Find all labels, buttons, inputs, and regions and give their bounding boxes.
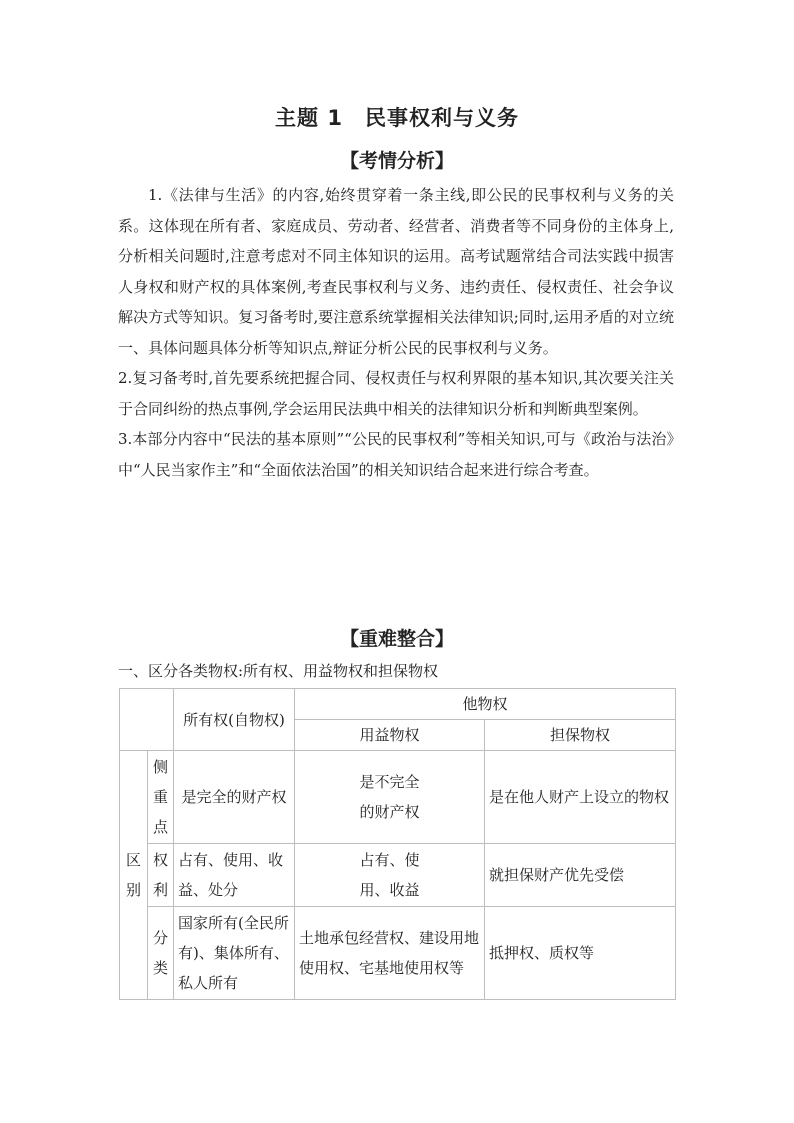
cell-ownership: 是完全的财产权 [174, 751, 295, 844]
subheading-property-rights: 一、区分各类物权:所有权、用益物权和担保物权 [118, 662, 439, 680]
header-usufruct: 用益物权 [295, 720, 485, 751]
cell-usufruct: 土地承包经营权、建设用地使用权、宅基地使用权等 [295, 907, 485, 1000]
table-row [120, 844, 676, 907]
cell-ownership: 国家所有(全民所有)、集体所有、私人所有 [174, 907, 295, 1000]
table-row [120, 907, 676, 1000]
exam-analysis-body [118, 180, 674, 485]
cell-usufruct: 是不完全的财产权 [295, 751, 485, 844]
paragraph-3: 3.本部分内容中“民法的基本原则”“公民的民事权利”等相关知识,可与《政治与法治》中“人民当家作主”和“全面依法治国”的相关知识结合起来进行综合考查。 [118, 430, 674, 479]
row-label: 权利 [148, 844, 174, 907]
table-corner-cell [120, 689, 174, 751]
cell-usufruct: 占有、使用、收益 [295, 844, 485, 907]
paragraph-1: 1.《法律与生活》的内容,始终贯穿着一条主线,即公民的民事权利与义务的关系。这体现在所有者、家庭成员、劳动者、经营者、消费者等不同身份的主体身上,分析相关问题时,注意考虑对不同主体知识的运用。高考试题常结合司法实践中损害人身权和财产权的具体案例,考查民事权利与义务、违约责任、侵权责任、社会争议解决方式等知识。复习备考时,要注意系统掌握相关法律知识;同时,运用矛盾的对立统一、具体问题具体分析等知识点,辩证分析公民的民事权利与义务。 [118, 186, 674, 357]
cell-security: 就担保财产优先受偿 [485, 844, 676, 907]
section-heading-exam-analysis: 【考情分析】 [339, 150, 454, 172]
cell-security: 是在他人财产上设立的物权 [485, 751, 676, 844]
section-heading-key-points: 【重难整合】 [339, 628, 454, 650]
property-rights-table [119, 688, 676, 1000]
cell-security: 抵押权、质权等 [485, 907, 676, 1000]
header-security: 担保物权 [485, 720, 676, 751]
header-other-rights: 他物权 [295, 689, 676, 720]
page-title: 主题 1 民事权利与义务 [275, 106, 519, 130]
row-group-label: 区别 [120, 751, 148, 1000]
header-ownership: 所有权(自物权) [174, 689, 295, 751]
paragraph-2: 2.复习备考时,首先要系统把握合同、侵权责任与权利界限的基本知识,其次要关注关于合同纠纷的热点事例,学会运用民法典中相关的法律知识分析和判断典型案例。 [118, 369, 674, 418]
cell-ownership: 占有、使用、收益、处分 [174, 844, 295, 907]
table-row [120, 751, 676, 844]
row-label: 侧重点 [148, 751, 174, 844]
row-label: 分类 [148, 907, 174, 1000]
